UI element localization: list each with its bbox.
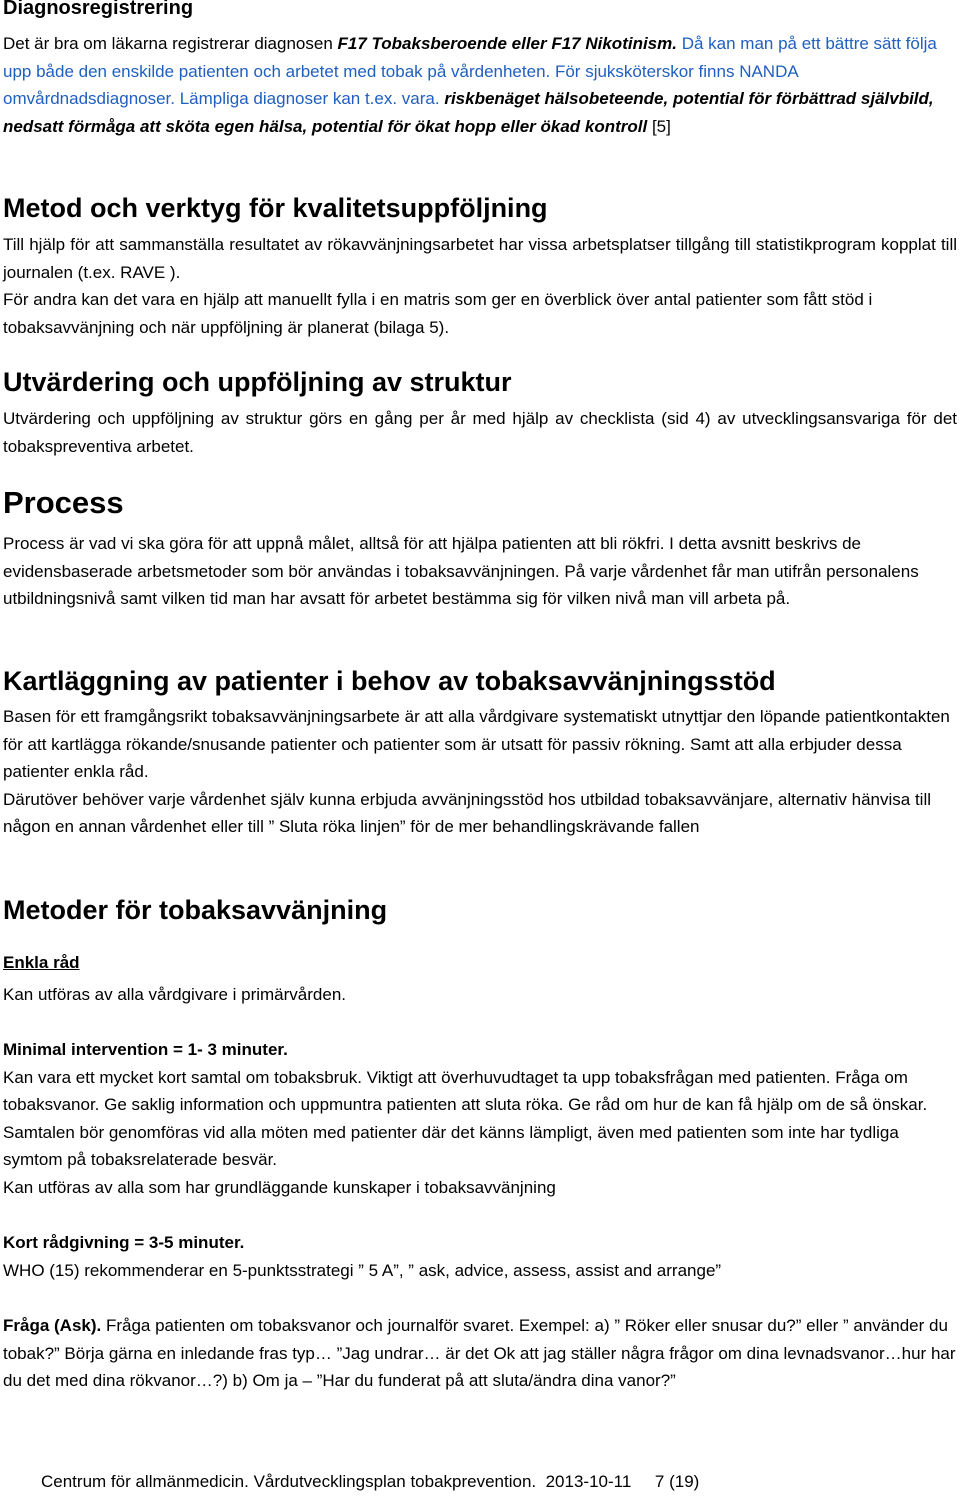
subheading-kort-radgivning: Kort rådgivning = 3-5 minuter. [3, 1233, 245, 1252]
subheading-enkla-rad: Enkla råd [3, 953, 80, 972]
paragraph: Utvärdering och uppföljning av struktur görs en gång per år med hjälp av checklista (sid 4) av utvecklingsansvariga för det tobakspreventiva arbetet. [3, 409, 957, 456]
paragraph [3, 30, 957, 140]
diagnosis-code: F17 Tobaksberoende eller F17 Nikotinism. [337, 34, 677, 53]
ask-label: Fråga (Ask). [3, 1316, 102, 1335]
section-title: Metoder för tobaksavvänjning [3, 895, 388, 925]
paragraph: För andra kan det vara en hjälp att manuellt fylla i en matris som ger en överblick över antal patienter som fått stöd i tobaksavvänjning och när uppföljning är planerat (bilaga 5). [3, 290, 873, 337]
page-footer: Centrum för allmänmedicin. Vårdutvecklingsplan tobakprevention. 2013-10-11 7 (19) [41, 1472, 700, 1491]
paragraph: Till hjälp för att sammanställa resultatet av rökavvänjningsarbetet har vissa arbetsplatser tillgång till statistikprogram kopplat till journalen (t.ex. RAVE ). [3, 235, 957, 282]
text-run: Det är bra om läkarna registrerar diagnosen [3, 34, 338, 53]
section-process [3, 484, 957, 613]
section-title: Kartläggning av patienter i behov av tobaksavvänjningsstöd [3, 666, 776, 696]
section-kartlaggning [3, 664, 957, 841]
reference: [5] [647, 116, 671, 136]
section-utvardering [3, 365, 957, 460]
ask-text: Fråga patienten om tobaksvanor och journalför svaret. Exempel: a) ” Röker eller snusar du?” eller ” använder du tobak?” Börja gärna en inledande fras typ… ”Jag undrar… är det Ok att jag ställer några frågor om dina levnadsvanor…hur har du det med dina rökvanor…?) b) Om ja – ”Har du funderat på att sluta/ändra dina vanor?” [3, 1316, 956, 1390]
paragraph: Basen för ett framgångsrikt tobaksavvänjningsarbete är att alla vårdgivare systematiskt utnyttjar den löpande patientkontakten för att kartlägga rökande/snusande patienter och patienter som är utsatt för passiv rökning. Samt att alla erbjuder dessa patienter enkla råd. [3, 707, 950, 781]
section-title: Metod och verktyg för kvalitetsuppföljning [3, 193, 548, 223]
section-metoder [3, 893, 957, 1395]
paragraph: Process är vad vi ska göra för att uppnå målet, alltså för att hjälpa patienten att bli rökfri. I detta avsnitt beskrivs de evidensbaserade arbetsmetoder som bör användas i tobaksavvänjningen. På varje vårdenhet får man utifrån personalens utbildningsnivå samt vilken tid man har avsatt för arbetet bestämma sig för vilken nivå man vill arbeta på. [3, 534, 919, 608]
section-title: Utvärdering och uppföljning av struktur [3, 367, 512, 397]
section-title: Process [3, 485, 124, 520]
text-run-blue: Då kan man på ett bättre sätt följa upp både den enskilde patienten och arbetet med tobak på vårdenheten. För sjuksköterskor finns NANDA omvårdnadsdiagnoser. Lämpliga diagnoser kan t.ex. vara. [3, 34, 937, 108]
subheading-minimal-intervention: Minimal intervention = 1- 3 minuter. [3, 1040, 288, 1059]
paragraph: WHO (15) rekommenderar en 5-punktsstrategi ” 5 A”, ” ask, advice, assess, assist and arrange” [3, 1260, 722, 1280]
paragraph: Kan vara ett mycket kort samtal om tobaksbruk. Viktigt att överhuvudtaget ta upp tobaksfrågan med patienten. Fråga om tobaksvanor. Ge saklig information och uppmuntra patienten att sluta röka. Ge råd om hur de kan få hjälp om de så önskar. Samtalen bör genomföras vid alla möten med patienter där det känns lämpligt, även med patienten som inte har tydliga symtom på tobaksrelaterade besvär. [3, 1067, 928, 1169]
paragraph: Kan utföras av alla vårdgivare i primärvården. [3, 984, 346, 1004]
paragraph: Därutöver behöver varje vårdenhet själv kunna erbjuda avvänjningsstöd hos utbildad tobaksavvänjare, alternativ hänvisa till någon en annan vårdenhet eller till ” Sluta röka linjen” för de mer behandlingskrävande fallen [3, 789, 931, 836]
section-metod [3, 191, 957, 341]
nanda-diagnoses: riskbenäget hälsobeteende, potential för förbättrad självbild, nedsatt förmåga att sköta egen hälsa, potential för ökat hopp eller ökad kontroll [3, 89, 934, 136]
paragraph: Kan utföras av alla som har grundläggande kunskaper i tobaksavvänjning [3, 1177, 556, 1197]
section-title: Diagnosregistrering [3, 0, 194, 19]
paragraph-ask [3, 1312, 957, 1395]
